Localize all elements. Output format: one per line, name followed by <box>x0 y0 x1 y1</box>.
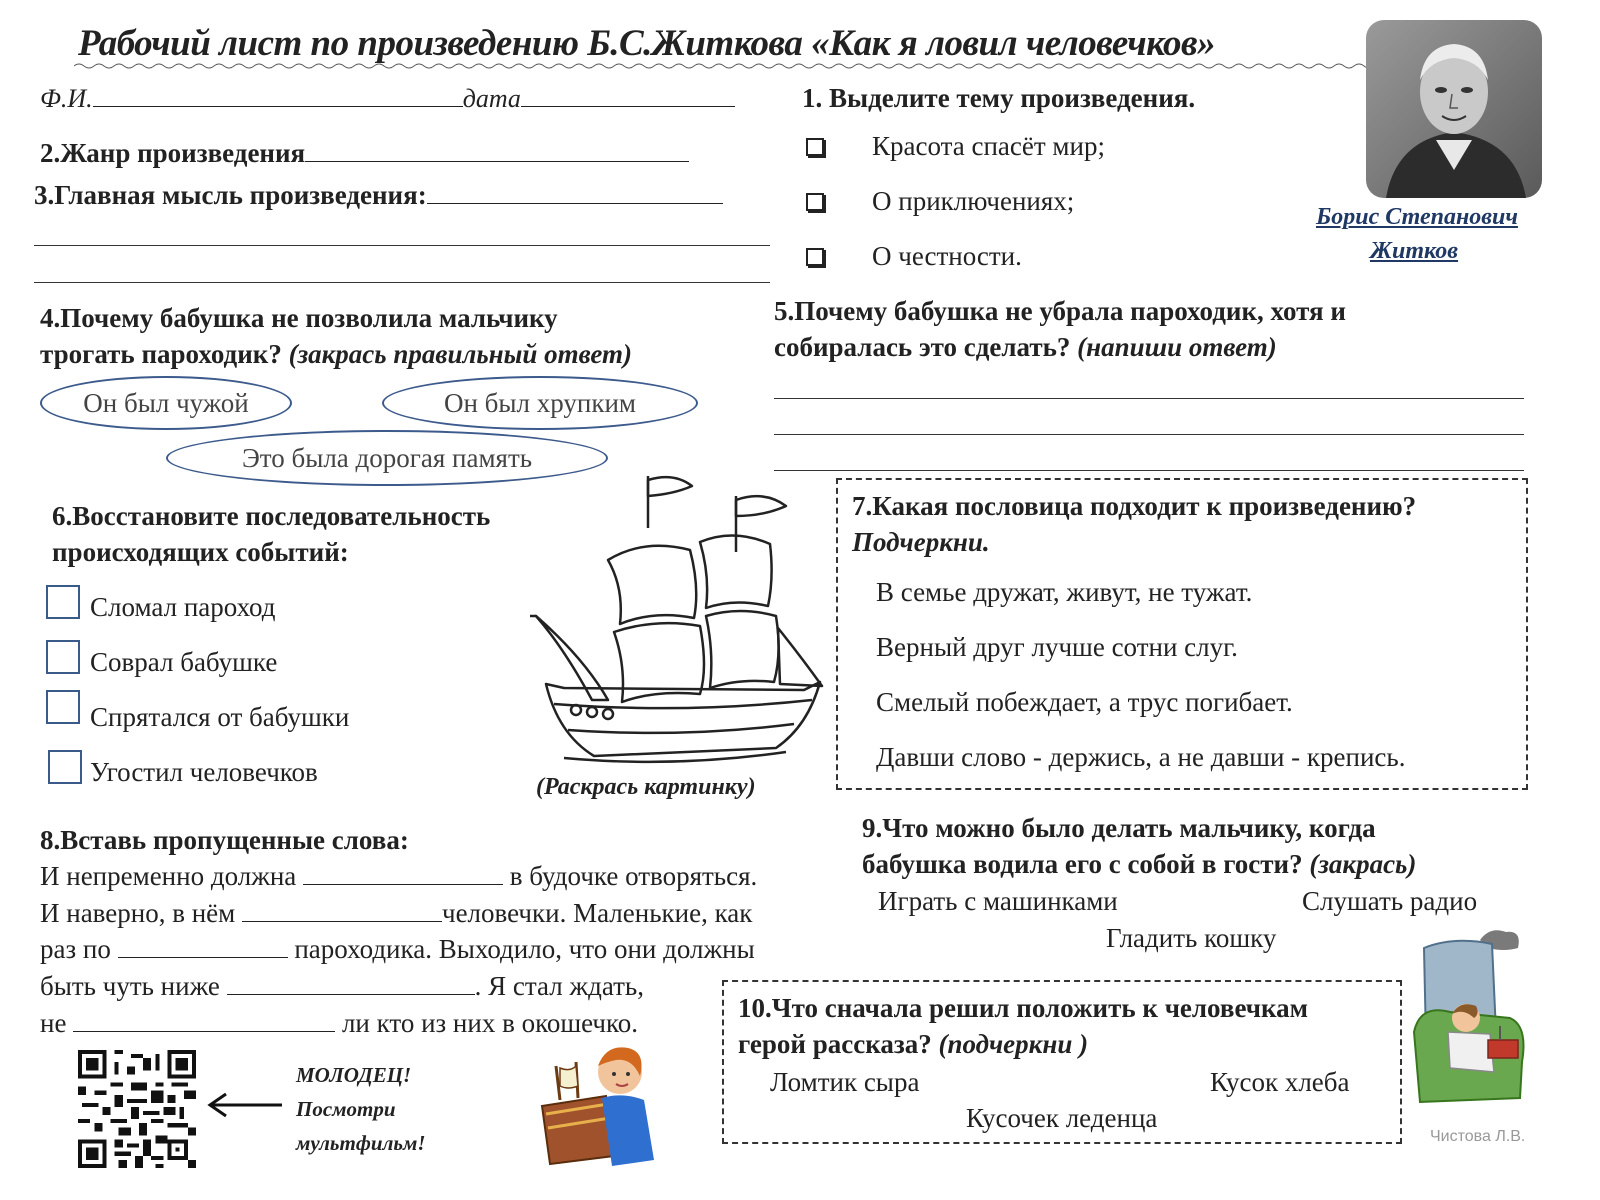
q6-question-line2: происходящих событий: <box>52 537 349 567</box>
q3-answer-line-2[interactable] <box>34 245 770 246</box>
q1-option-1: Красота спасёт мир; <box>872 131 1105 161</box>
q8-line-2 <box>40 895 752 932</box>
q5-hint: (напиши ответ) <box>1077 332 1277 362</box>
q9-option-3[interactable]: Гладить кошку <box>1106 923 1277 953</box>
q8-line-5a: не <box>40 1008 67 1038</box>
q1-option-2: О приключениях; <box>872 186 1075 216</box>
q9-question-line1: 9.Что можно было делать мальчику, когда <box>862 813 1376 843</box>
q4-option-3[interactable]: Это была дорогая память <box>166 430 608 486</box>
q5-question-text: собиралась это сделать? <box>774 332 1071 362</box>
q3-label: 3.Главная мысль произведения: <box>34 180 427 210</box>
boy-with-toy-ship-illustration <box>536 1036 662 1168</box>
q6-item-1: Сломал пароход <box>90 592 276 622</box>
arrow-left-icon <box>206 1090 284 1120</box>
q9-question-text: бабушка водила его с собой в гости? <box>862 849 1303 879</box>
q6-order-box-1[interactable] <box>46 585 80 619</box>
q8-line-2b: человечки. Маленькие, как <box>441 898 753 928</box>
q4-hint: (закрась правильный ответ) <box>288 339 632 369</box>
q10-option-2[interactable]: Кусок хлеба <box>1210 1067 1350 1097</box>
q5-question-line2 <box>774 329 1277 366</box>
qr-note-line1: МОЛОДЕЦ! <box>296 1063 412 1087</box>
name-label: Ф.И. <box>40 84 93 113</box>
name-field[interactable] <box>93 82 463 107</box>
q8-blank-3[interactable] <box>118 933 288 958</box>
q8-line-3b: пароходика. Выходило, что они должны <box>294 934 755 964</box>
q4-option-1[interactable]: Он был чужой <box>40 376 292 430</box>
q8-line-2a: И наверно, в нём <box>40 898 236 928</box>
q1-checkbox-3[interactable] <box>806 248 824 266</box>
q2-answer-field[interactable] <box>305 137 689 162</box>
q8-line-4 <box>40 968 644 1005</box>
author-portrait <box>1366 20 1542 198</box>
q10-option-1[interactable]: Ломтик сыра <box>770 1067 920 1097</box>
q1-option-3: О честности. <box>872 241 1022 271</box>
q10-hint: (подчеркни ) <box>938 1029 1089 1059</box>
q3-question <box>34 177 723 214</box>
author-credit: Чистова Л.В. <box>1430 1128 1526 1145</box>
q3-answer-line-3[interactable] <box>34 282 770 283</box>
q8-blank-2[interactable] <box>242 897 442 922</box>
page-title: Рабочий лист по произведению Б.С.Житкова «Как я ловил человечков» <box>78 23 1216 64</box>
q5-answer-line-3[interactable] <box>774 470 1524 471</box>
q7-option-4[interactable]: Давши слово - держись, а не давши - крепись. <box>876 742 1406 772</box>
q6-order-box-3[interactable] <box>46 690 80 724</box>
ship-caption: (Раскрась картинку) <box>536 774 756 800</box>
q6-item-3: Спрятался от бабушки <box>90 702 350 732</box>
q8-line-1a: И непременно должна <box>40 861 297 891</box>
date-label: дата <box>462 84 521 113</box>
date-field[interactable] <box>521 82 735 107</box>
q7-option-3[interactable]: Смелый побеждает, а трус погибает. <box>876 687 1293 717</box>
q4-option-2[interactable]: Он был хрупким <box>382 376 698 430</box>
ship-coloring-illustration[interactable] <box>524 468 830 780</box>
q1-checkbox-1[interactable] <box>806 138 824 156</box>
q9-hint: (закрась) <box>1309 849 1417 879</box>
qr-note <box>296 1058 426 1160</box>
q8-line-3 <box>40 931 755 968</box>
q8-line-1 <box>40 858 757 895</box>
q10-question-line1: 10.Что сначала решил положить к человечкам <box>738 993 1309 1023</box>
q6-item-4: Угостил человечков <box>90 757 318 787</box>
q1-question: 1. Выделите тему произведения. <box>802 83 1196 113</box>
q9-option-1[interactable]: Играть с машинками <box>878 886 1118 916</box>
name-date-row <box>40 82 735 114</box>
q7-question: 7.Какая пословица подходит к произведению? <box>852 491 1417 521</box>
q4-question-line1: 4.Почему бабушка не позволила мальчику <box>40 303 558 333</box>
q8-blank-5[interactable] <box>73 1007 335 1032</box>
q8-line-1b: в будочке отворяться. <box>509 861 758 891</box>
q8-blank-4[interactable] <box>227 970 475 995</box>
title-underline <box>74 62 1384 70</box>
q3-answer-field[interactable] <box>427 179 723 204</box>
q5-answer-line-2[interactable] <box>774 434 1524 435</box>
q7-hint: Подчеркни. <box>852 527 990 557</box>
q4-question-line2 <box>40 336 632 373</box>
author-caption-line1: Борис Степанович <box>1316 204 1518 230</box>
q6-item-2: Соврал бабушке <box>90 647 278 677</box>
q10-option-3[interactable]: Кусочек леденца <box>966 1103 1158 1133</box>
q7-option-1[interactable]: В семье дружат, живут, не тужат. <box>876 577 1253 607</box>
q2-question <box>40 135 689 172</box>
q8-line-4a: быть чуть ниже <box>40 971 220 1001</box>
q5-answer-line-1[interactable] <box>774 398 1524 399</box>
qr-code[interactable] <box>78 1050 196 1168</box>
q7-option-2[interactable]: Верный друг лучше сотни слуг. <box>876 632 1238 662</box>
q10-question-text: герой рассказа? <box>738 1029 932 1059</box>
q8-line-5b: ли кто из них в окошечко. <box>341 1008 639 1038</box>
q6-order-box-4[interactable] <box>48 750 82 784</box>
author-caption-line2: Житков <box>1370 238 1459 264</box>
q6-question-line1: 6.Восстановите последовательность <box>52 501 491 531</box>
q4-question-text: трогать пароходик? <box>40 339 282 369</box>
q8-line-4b: . Я стал ждать, <box>474 971 644 1001</box>
qr-note-line2: Посмотри <box>296 1097 396 1121</box>
boy-in-armchair-illustration <box>1410 922 1530 1108</box>
q10-question-line2 <box>738 1026 1088 1063</box>
q8-line-3a: раз по <box>40 934 111 964</box>
q9-option-2[interactable]: Слушать радио <box>1302 886 1478 916</box>
q6-order-box-2[interactable] <box>46 640 80 674</box>
q1-checkbox-2[interactable] <box>806 193 824 211</box>
q8-question: 8.Вставь пропущенные слова: <box>40 825 409 855</box>
q9-question-line2 <box>862 846 1416 883</box>
q2-label: 2.Жанр произведения <box>40 138 306 168</box>
qr-note-line3: мультфильм! <box>296 1131 426 1155</box>
q8-blank-1[interactable] <box>303 860 503 885</box>
q5-question-line1: 5.Почему бабушка не убрала пароходик, хотя и <box>774 296 1346 326</box>
